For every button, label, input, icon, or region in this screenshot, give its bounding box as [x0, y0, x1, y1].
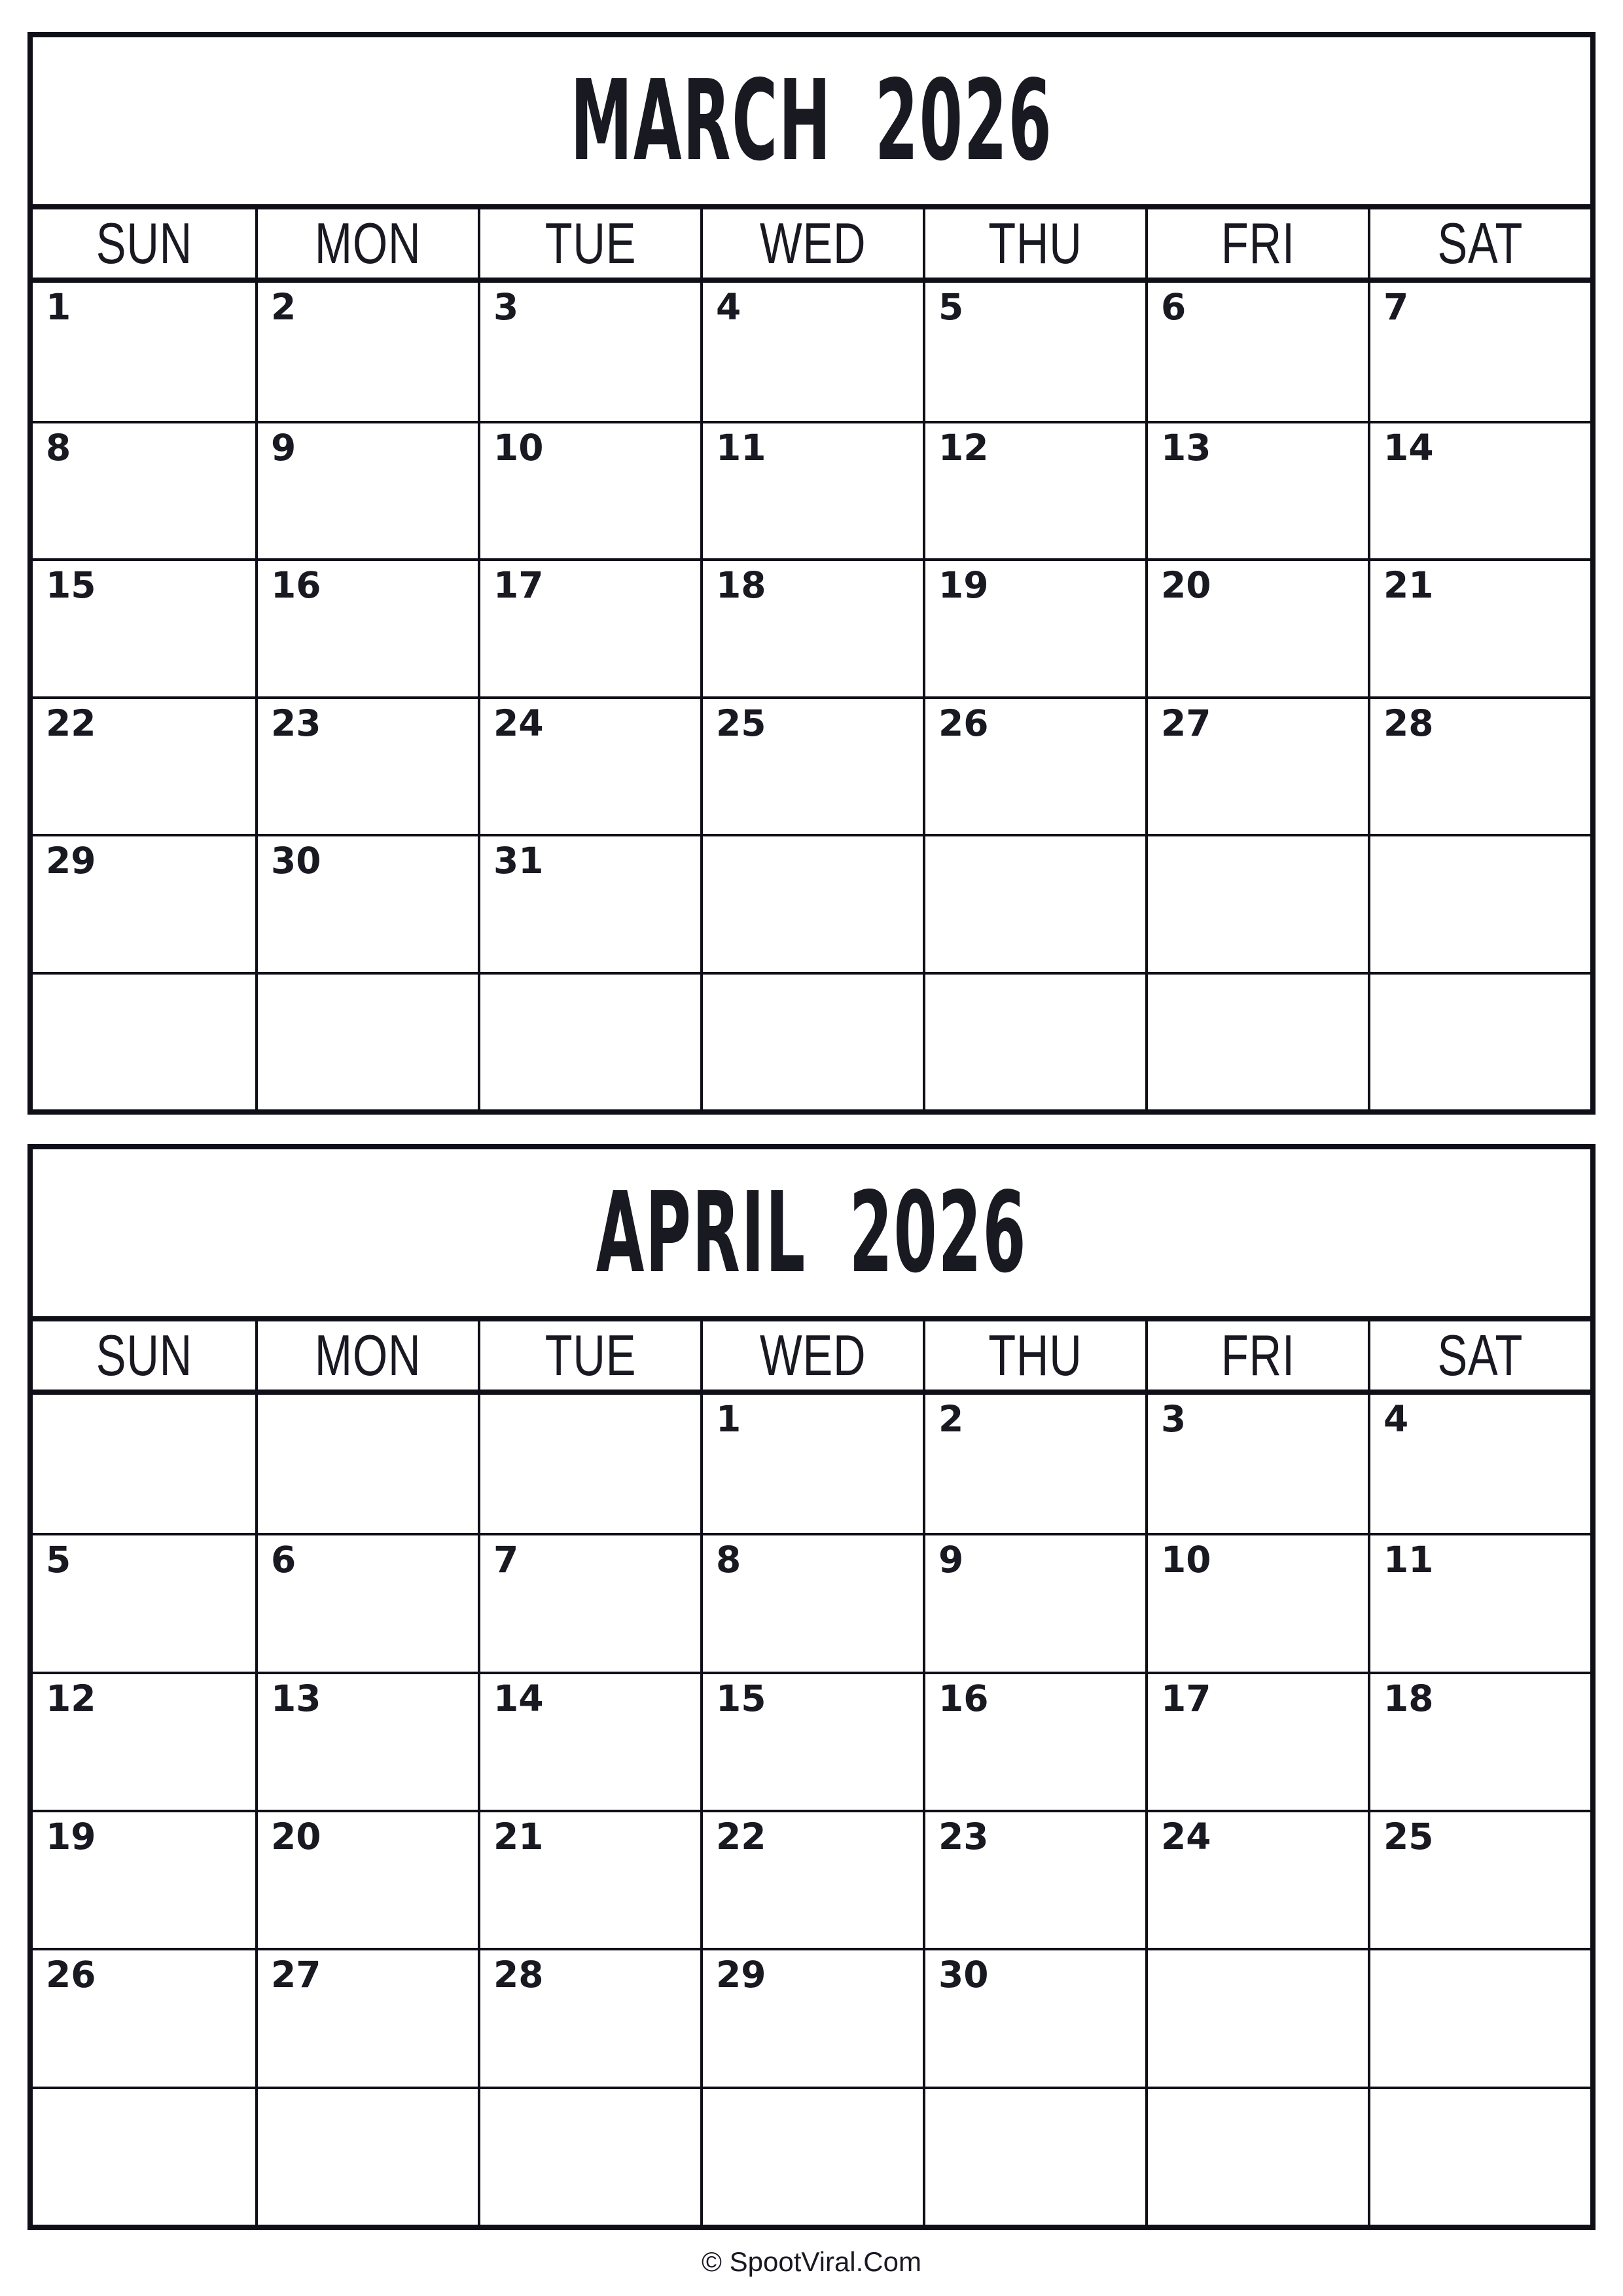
page-footer [0, 2246, 1623, 2278]
weekday-header-cell [923, 1321, 1145, 1390]
day-number: 10 [1161, 1539, 1211, 1581]
empty-day-cell [255, 2087, 478, 2225]
day-number: 17 [1161, 1677, 1211, 1719]
day-cell [255, 1948, 478, 2086]
weekday-header-cell [1368, 1321, 1590, 1390]
copyright-text: © SpootViral.Com [702, 2246, 921, 2277]
day-number: 15 [46, 564, 96, 606]
day-number: 16 [938, 1677, 989, 1719]
day-number: 29 [716, 1954, 766, 1996]
day-number: 7 [1383, 286, 1409, 328]
empty-day-cell [1368, 834, 1590, 972]
empty-day-cell [700, 2087, 923, 2225]
day-cell [1368, 696, 1590, 834]
day-number: 23 [271, 702, 321, 744]
day-cell [33, 834, 255, 972]
march-title-row [33, 37, 1590, 209]
empty-day-cell [478, 972, 700, 1110]
weekday-label: TUE [544, 211, 636, 276]
weekday-label: SUN [96, 211, 192, 276]
day-cell [478, 1948, 700, 2086]
day-number: 14 [493, 1677, 544, 1719]
day-cell [1145, 1810, 1368, 1948]
day-cell [255, 558, 478, 696]
weekday-header-cell [255, 209, 478, 278]
day-number: 1 [46, 286, 71, 328]
day-cell [33, 696, 255, 834]
day-cell [33, 1810, 255, 1948]
day-cell [255, 283, 478, 421]
day-cell [1145, 1395, 1368, 1533]
day-number: 15 [716, 1677, 766, 1719]
empty-day-cell [33, 1395, 255, 1533]
weekday-label: THU [988, 211, 1082, 276]
day-number: 21 [1383, 564, 1434, 606]
day-cell [255, 1533, 478, 1671]
day-cell [923, 696, 1145, 834]
day-cell [478, 421, 700, 559]
weekday-label: WED [759, 1323, 866, 1388]
day-cell [33, 421, 255, 559]
day-number: 12 [938, 426, 989, 469]
weekday-header-cell [478, 209, 700, 278]
weekday-label: FRI [1221, 1323, 1295, 1388]
day-cell [33, 283, 255, 421]
day-cell [923, 1533, 1145, 1671]
empty-day-cell [33, 2087, 255, 2225]
day-number: 18 [1383, 1677, 1434, 1719]
day-number: 28 [493, 1954, 544, 1996]
empty-day-cell [1368, 972, 1590, 1110]
day-cell [255, 1672, 478, 1810]
day-cell [33, 1533, 255, 1671]
weekday-header-cell [700, 1321, 923, 1390]
empty-day-cell [923, 972, 1145, 1110]
day-number: 5 [938, 286, 964, 328]
weekday-label: SAT [1437, 211, 1524, 276]
day-number: 28 [1383, 702, 1434, 744]
day-number: 31 [493, 840, 544, 882]
empty-day-cell [700, 972, 923, 1110]
day-cell [700, 1395, 923, 1533]
day-number: 20 [1161, 564, 1211, 606]
day-cell [478, 696, 700, 834]
day-number: 8 [716, 1539, 741, 1581]
april-title-text: APRIL 2026 [596, 1168, 1027, 1298]
weekday-header-cell [33, 1321, 255, 1390]
weekday-header-cell [1145, 209, 1368, 278]
day-cell [255, 421, 478, 559]
day-number: 22 [46, 702, 96, 744]
day-cell [923, 421, 1145, 559]
day-number: 6 [271, 1539, 296, 1581]
day-cell [923, 1395, 1145, 1533]
day-cell [478, 1672, 700, 1810]
weekday-header-cell [1145, 1321, 1368, 1390]
empty-day-cell [33, 972, 255, 1110]
weekday-header-cell [33, 209, 255, 278]
day-number: 9 [938, 1539, 964, 1581]
day-number: 2 [271, 286, 296, 328]
day-number: 4 [716, 286, 741, 328]
empty-day-cell [700, 834, 923, 972]
day-cell [478, 1810, 700, 1948]
march-date-grid [33, 283, 1590, 1109]
day-number: 26 [938, 702, 989, 744]
day-cell [33, 558, 255, 696]
weekday-label: WED [759, 211, 866, 276]
day-number: 11 [1383, 1539, 1434, 1581]
day-number: 4 [1383, 1398, 1409, 1440]
day-cell [923, 283, 1145, 421]
day-cell [700, 421, 923, 559]
day-number: 7 [493, 1539, 519, 1581]
day-number: 24 [493, 702, 544, 744]
day-cell [478, 834, 700, 972]
day-number: 29 [46, 840, 96, 882]
april-weekday-header-row [33, 1321, 1590, 1395]
day-cell [700, 1948, 923, 2086]
day-number: 8 [46, 426, 71, 469]
day-number: 20 [271, 1815, 321, 1857]
day-number: 2 [938, 1398, 964, 1440]
day-number: 6 [1161, 286, 1186, 328]
day-number: 30 [938, 1954, 989, 1996]
day-cell [923, 558, 1145, 696]
empty-day-cell [1145, 834, 1368, 972]
day-cell [1368, 1533, 1590, 1671]
day-cell [33, 1948, 255, 2086]
april-title-row [33, 1149, 1590, 1321]
day-cell [1368, 1672, 1590, 1810]
empty-day-cell [923, 2087, 1145, 2225]
day-number: 27 [1161, 702, 1211, 744]
day-cell [1368, 1810, 1590, 1948]
day-number: 19 [46, 1815, 96, 1857]
day-number: 11 [716, 426, 766, 469]
march-2026-calendar [27, 32, 1596, 1115]
day-cell [923, 1810, 1145, 1948]
day-cell [478, 1533, 700, 1671]
day-cell [255, 1810, 478, 1948]
empty-day-cell [478, 2087, 700, 2225]
day-number: 25 [1383, 1815, 1434, 1857]
weekday-header-cell [1368, 209, 1590, 278]
empty-day-cell [478, 1395, 700, 1533]
day-cell [478, 558, 700, 696]
day-cell [1145, 1533, 1368, 1671]
empty-day-cell [1145, 972, 1368, 1110]
day-number: 23 [938, 1815, 989, 1857]
march-weekday-header-row [33, 209, 1590, 283]
weekday-header-cell [478, 1321, 700, 1390]
day-cell [1145, 1672, 1368, 1810]
empty-day-cell [255, 972, 478, 1110]
day-cell [1145, 696, 1368, 834]
day-number: 5 [46, 1539, 71, 1581]
day-cell [923, 1948, 1145, 2086]
day-number: 18 [716, 564, 766, 606]
day-cell [1145, 558, 1368, 696]
day-cell [1145, 283, 1368, 421]
day-cell [700, 1672, 923, 1810]
empty-day-cell [923, 834, 1145, 972]
weekday-label: SAT [1437, 1323, 1524, 1388]
day-number: 3 [493, 286, 519, 328]
day-cell [1145, 421, 1368, 559]
march-title-text: MARCH 2026 [570, 56, 1053, 186]
weekday-header-cell [255, 1321, 478, 1390]
weekday-label: THU [988, 1323, 1082, 1388]
day-cell [700, 558, 923, 696]
empty-day-cell [255, 1395, 478, 1533]
day-cell [700, 1810, 923, 1948]
day-cell [700, 1533, 923, 1671]
day-number: 13 [1161, 426, 1211, 469]
day-number: 22 [716, 1815, 766, 1857]
empty-day-cell [1145, 2087, 1368, 2225]
day-cell [1368, 421, 1590, 559]
day-cell [33, 1672, 255, 1810]
day-number: 19 [938, 564, 989, 606]
day-cell [1368, 283, 1590, 421]
day-number: 12 [46, 1677, 96, 1719]
day-number: 3 [1161, 1398, 1186, 1440]
weekday-header-cell [923, 209, 1145, 278]
day-cell [700, 283, 923, 421]
day-number: 9 [271, 426, 296, 469]
day-cell [255, 834, 478, 972]
empty-day-cell [1145, 1948, 1368, 2086]
weekday-label: TUE [544, 1323, 636, 1388]
april-2026-calendar [27, 1144, 1596, 2230]
april-date-grid [33, 1395, 1590, 2225]
day-number: 24 [1161, 1815, 1211, 1857]
day-cell [1368, 1395, 1590, 1533]
day-number: 21 [493, 1815, 544, 1857]
empty-day-cell [1368, 1948, 1590, 2086]
day-number: 25 [716, 702, 766, 744]
day-cell [478, 283, 700, 421]
day-number: 26 [46, 1954, 96, 1996]
weekday-label: FRI [1221, 211, 1295, 276]
day-number: 27 [271, 1954, 321, 1996]
weekday-label: MON [314, 211, 421, 276]
day-cell [700, 696, 923, 834]
weekday-header-cell [700, 209, 923, 278]
empty-day-cell [1368, 2087, 1590, 2225]
day-cell [923, 1672, 1145, 1810]
day-number: 1 [716, 1398, 741, 1440]
day-number: 10 [493, 426, 544, 469]
day-cell [255, 696, 478, 834]
day-number: 16 [271, 564, 321, 606]
day-number: 30 [271, 840, 321, 882]
day-cell [1368, 558, 1590, 696]
day-number: 14 [1383, 426, 1434, 469]
weekday-label: SUN [96, 1323, 192, 1388]
day-number: 13 [271, 1677, 321, 1719]
day-number: 17 [493, 564, 544, 606]
weekday-label: MON [314, 1323, 421, 1388]
